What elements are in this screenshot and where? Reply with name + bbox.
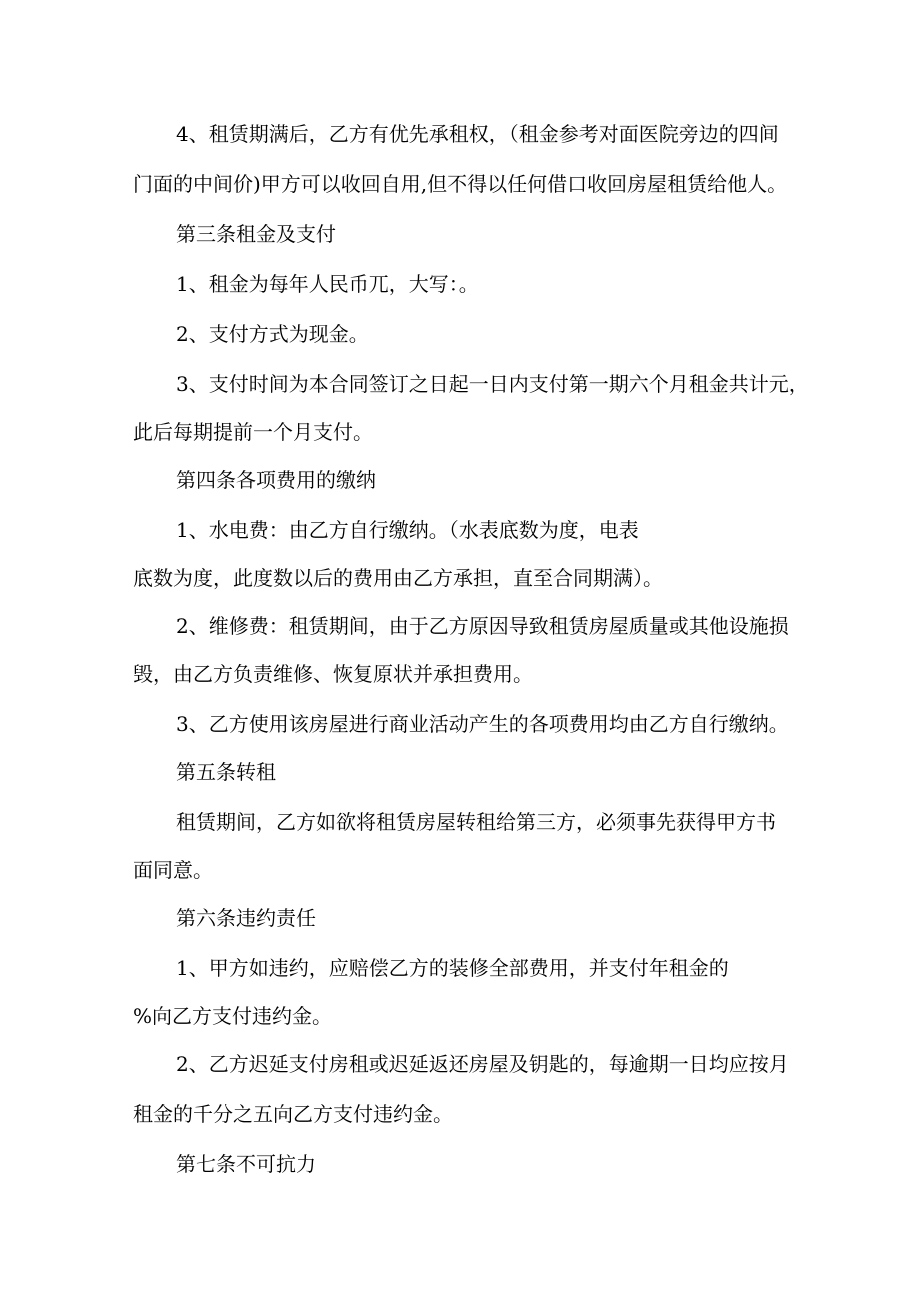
doc-line: 租赁期间，乙方如欲将租赁房屋转租给第三方，必须事先获得甲方书 <box>176 810 776 834</box>
doc-line: 1、水电费：由乙方自行缴纳。（水表底数为度，电表 <box>176 518 639 542</box>
doc-line: 3、乙方使用该房屋进行商业活动产生的各项费用均由乙方自行缴纳。 <box>176 712 789 736</box>
doc-line: 2、维修费：租赁期间，由于乙方原因导致租赁房屋质量或其他设施损 <box>176 614 789 638</box>
section-heading: 第四条各项费用的缴纳 <box>176 468 376 492</box>
doc-line: 1、租金为每年人民币兀，大写：。 <box>176 272 479 296</box>
doc-line: 4、租赁期满后，乙方有优先承租权，（租金参考对面医院旁边的四间 <box>176 122 779 146</box>
section-heading: 第五条转租 <box>176 760 276 784</box>
section-heading: 第三条租金及支付 <box>176 222 336 246</box>
doc-line: 此后每期提前一个月支付。 <box>133 420 373 444</box>
doc-line: 2、支付方式为现金。 <box>176 322 369 346</box>
doc-line: %向乙方支付违约金。 <box>133 1004 333 1028</box>
doc-line: 门面的中间价)甲方可以收回自用,但不得以任何借口收回房屋租赁给他人。 <box>133 172 788 196</box>
doc-line: 毁，由乙方负责维修、恢复原状并承担费用。 <box>133 662 533 686</box>
doc-line: 底数为度，此度数以后的费用由乙方承担，直至合同期满）。 <box>133 566 663 590</box>
doc-line: 1、甲方如违约，应赔偿乙方的装修全部费用，并支付年租金的 <box>176 956 729 980</box>
doc-line: 2、乙方迟延支付房租或迟延返还房屋及钥匙的，每逾期一日均应按月 <box>176 1052 789 1076</box>
doc-line: 租金的千分之五向乙方支付违约金。 <box>133 1102 453 1126</box>
section-heading: 第六条违约责任 <box>176 906 316 930</box>
doc-line: 面同意。 <box>133 858 213 882</box>
doc-line: 3、支付时间为本合同签订之日起一日内支付第一期六个月租金共计元， <box>176 372 809 396</box>
section-heading: 第七条不可抗力 <box>176 1152 316 1176</box>
